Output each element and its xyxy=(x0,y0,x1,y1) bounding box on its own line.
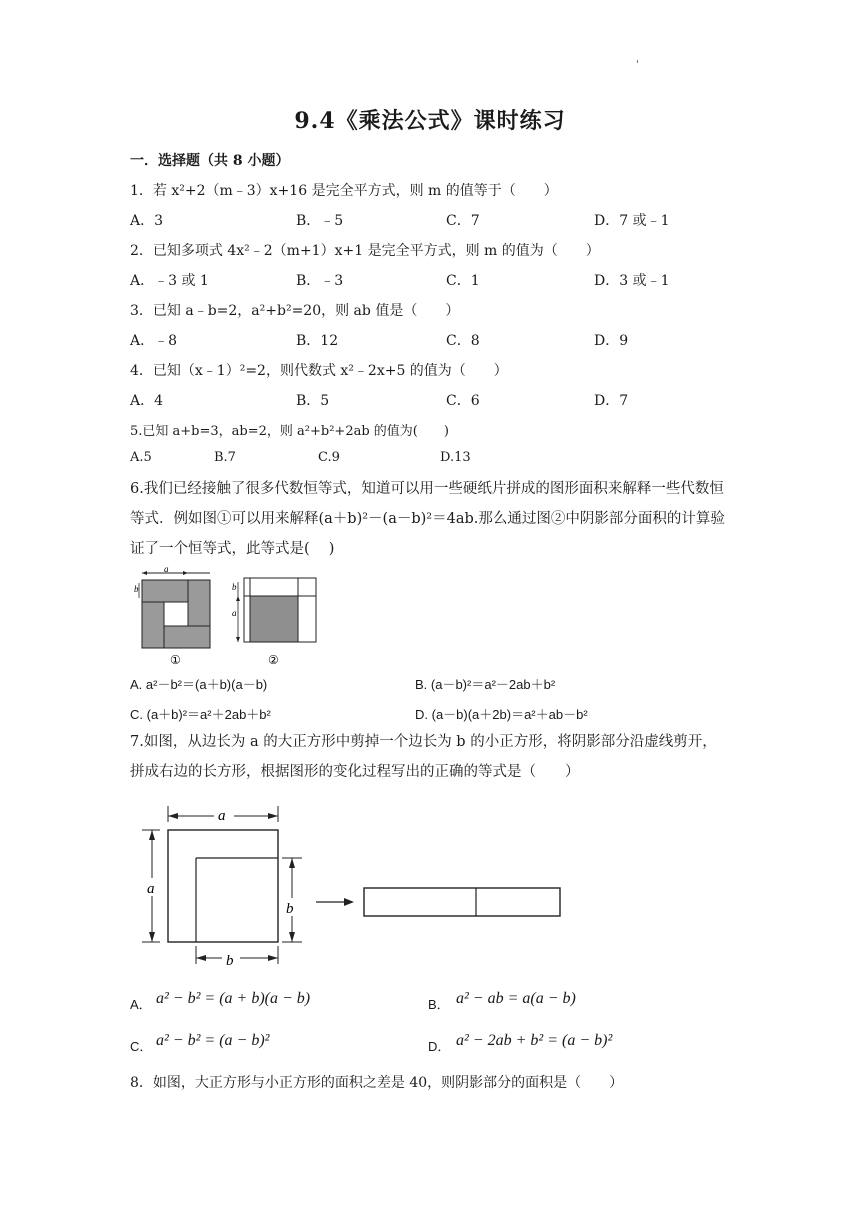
option-a[interactable]: A.5 xyxy=(130,450,152,465)
option-c[interactable]: C．7 xyxy=(446,213,480,229)
question-4-options xyxy=(130,390,750,410)
option-a[interactable]: A. a²－b²＝(a＋b)(a－b) xyxy=(130,677,268,692)
page-title: 9.4《乘法公式》课时练习 xyxy=(294,108,566,134)
question-1-options xyxy=(130,210,750,230)
header-mark: ' xyxy=(636,58,640,71)
question-5-stem: 5.已知 a+b=3，ab=2，则 a²+b²+2ab 的值为( ) xyxy=(130,424,449,439)
option-a[interactable]: A．4 xyxy=(130,393,164,409)
option-d-expression[interactable]: a² − 2ab + b² = (a − b)² xyxy=(456,1032,613,1049)
option-b[interactable]: B．5 xyxy=(296,393,330,409)
figure-3-big-square xyxy=(168,830,278,942)
question-7-options-row-1 xyxy=(130,990,750,1018)
question-2-options xyxy=(130,270,750,290)
question-2-stem: 2．已知多项式 4x²﹣2（m+1）x+1 是完全平方式，则 m 的值为（ ） xyxy=(130,243,600,259)
question-6-options-row-1 xyxy=(130,674,750,694)
option-a[interactable]: A．3 xyxy=(130,213,164,229)
figure-3-label-b-bottom: b xyxy=(226,953,234,969)
section-heading: 一．选择题（共 8 小题） xyxy=(130,153,290,169)
option-b[interactable]: B. (a－b)²＝a²－2ab＋b² xyxy=(415,677,556,692)
option-b[interactable]: B．﹣3 xyxy=(296,273,344,289)
option-b[interactable]: B.7 xyxy=(214,450,236,465)
figure-3-label-a-top: a xyxy=(218,808,226,824)
figure-1-inner-hole xyxy=(164,602,188,626)
figure-1-label-b: b xyxy=(134,584,139,594)
option-a-expression[interactable]: a² − b² = (a + b)(a − b) xyxy=(156,990,311,1007)
question-3-options xyxy=(130,330,750,350)
question-7-options-row-2 xyxy=(130,1032,750,1060)
figure-2-label-b: b xyxy=(232,582,237,592)
figure-1-dimension-a xyxy=(142,564,210,575)
option-b[interactable]: B．﹣5 xyxy=(296,213,344,229)
figure-1 xyxy=(134,564,214,668)
option-c-expression[interactable]: a² − b² = (a − b)² xyxy=(156,1032,270,1049)
figure-2-caption: ② xyxy=(268,653,279,667)
option-c[interactable]: C. (a＋b)²＝a²＋2ab＋b² xyxy=(130,707,271,722)
option-b-label[interactable]: B． xyxy=(428,997,450,1012)
question-6-options-row-2 xyxy=(130,704,750,724)
option-a[interactable]: A．﹣3 或 1 xyxy=(130,273,209,289)
figure-3 xyxy=(136,800,576,972)
option-c[interactable]: C．8 xyxy=(446,333,480,349)
question-4-stem: 4．已知（x﹣1）²=2，则代数式 x²﹣2x+5 的值为（ ） xyxy=(130,363,508,379)
option-d[interactable]: D．7 xyxy=(594,393,629,409)
figure-3-result-rectangle xyxy=(364,888,560,916)
figure-3-label-a-left: a xyxy=(147,881,155,897)
option-c[interactable]: C.9 xyxy=(318,450,340,465)
option-d-label[interactable]: D． xyxy=(428,1039,451,1054)
option-c[interactable]: C．1 xyxy=(446,273,480,289)
option-d[interactable]: D.13 xyxy=(440,450,471,465)
option-d[interactable]: D．9 xyxy=(594,333,629,349)
figure-2-label-a: a xyxy=(232,608,237,618)
figure-2-shaded-rect xyxy=(250,596,298,642)
option-d[interactable]: D．3 或﹣1 xyxy=(594,273,670,289)
figure-3-label-b-right: b xyxy=(286,901,294,917)
option-d[interactable]: D. (a－b)(a＋2b)＝a²＋ab－b² xyxy=(415,707,588,722)
question-8-stem: 8．如图，大正方形与小正方形的面积之差是 40，则阴影部分的面积是（ ） xyxy=(130,1075,624,1091)
option-a[interactable]: A．﹣8 xyxy=(130,333,178,349)
figure-1-caption: ① xyxy=(170,653,181,667)
option-c-label[interactable]: C． xyxy=(130,1039,153,1054)
question-5-options xyxy=(130,450,750,470)
question-7-stem: 7.如图，从边长为 a 的大正方形中剪掉一个边长为 b 的小正方形，将阴影部分沿虚线剪开，拼成右边的长方形，根据图形的变化过程写出的正确的等式是（ ） xyxy=(130,734,717,780)
figure-2 xyxy=(232,576,322,668)
option-d[interactable]: D．7 或﹣1 xyxy=(594,213,670,229)
option-b-expression[interactable]: a² − ab = a(a − b) xyxy=(456,990,576,1007)
option-b[interactable]: B．12 xyxy=(296,333,339,349)
question-3-stem: 3．已知 a﹣b=2，a²+b²=20，则 ab 值是（ ） xyxy=(130,303,460,319)
option-a-label[interactable]: A． xyxy=(130,997,152,1012)
figure-1-label-a: a xyxy=(164,564,169,574)
question-1-stem: 1．若 x²+2（m﹣3）x+16 是完全平方式，则 m 的值等于（ ） xyxy=(130,183,558,199)
question-6-stem: 6.我们已经接触了很多代数恒等式，知道可以用一些硬纸片拼成的图形面积来解释一些代数恒等式．例如图①可以用来解释(a＋b)²－(a－b)²＝4ab.那么通过图②中阴影部分面积的计算验证了一个恒等式，此等式是( ) xyxy=(130,481,725,557)
option-c[interactable]: C．6 xyxy=(446,393,480,409)
